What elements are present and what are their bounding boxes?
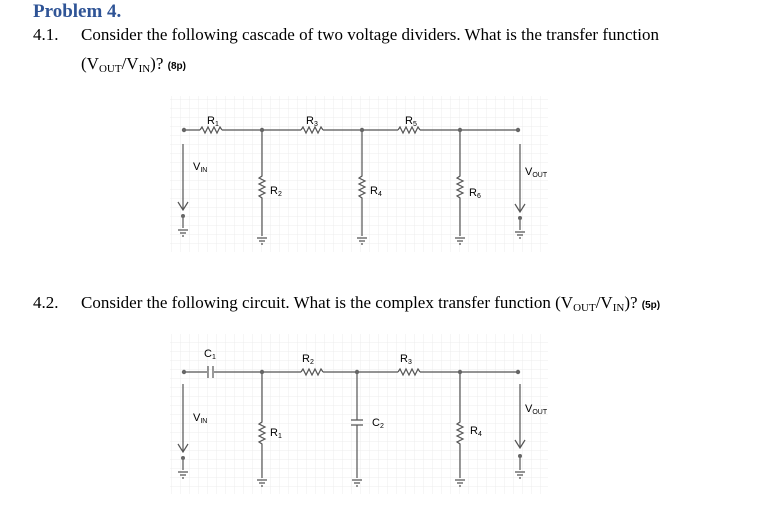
circuit-2-node-in <box>182 370 186 374</box>
circuit-2-label-vout: VOUT <box>525 403 548 416</box>
question-4-2-text: Consider the following circuit. What is the complex transfer function $(V_{OUT}/V_{IN})$? (5p) <box>81 293 661 314</box>
circuit-1-node-in-gnd <box>181 214 185 218</box>
question-4-1-text: Consider the following cascade of two voltage dividers. What is the transfer function <box>81 25 659 44</box>
circuit-1-node-a <box>260 128 264 132</box>
question-4-2-number: 4.2. <box>33 293 59 312</box>
circuit-2-node-out-gnd <box>518 454 522 458</box>
circuit-1-node-b <box>360 128 364 132</box>
circuit-1-label-r1: R1 <box>207 115 219 128</box>
question-4-1-points: (8p) <box>167 61 186 72</box>
circuit-2-node-c <box>458 370 462 374</box>
circuit-1-voltage-divider-cascade <box>170 96 548 252</box>
circuit-1-label-r5: R5 <box>405 115 417 128</box>
circuit-1-node-out-gnd <box>518 216 522 220</box>
circuit-1-node-in <box>182 128 186 132</box>
question-4-2-points: (5p) <box>641 300 661 311</box>
circuit-1-label-r3: R3 <box>306 115 318 128</box>
circuit-1-label-r6: R6 <box>469 187 481 200</box>
circuit-1-node-out <box>516 128 520 132</box>
question-4-1-transfer-function: $(V_{OUT}/V_{IN})$? (8p) <box>81 54 186 75</box>
circuit-2-rc-network <box>170 334 548 494</box>
circuit-2-label-r3: R3 <box>400 353 412 366</box>
circuit-2-label-c1: C1 <box>204 348 216 361</box>
circuit-1-grid-background <box>170 96 548 252</box>
circuit-1-label-vout: VOUT <box>525 166 548 179</box>
circuit-2-label-r2: R2 <box>302 353 314 366</box>
circuit-2-node-b <box>355 370 359 374</box>
question-4-1-number: 4.1. <box>33 25 59 44</box>
problem-title: Problem 4. <box>33 1 122 22</box>
circuit-1-node-c <box>458 128 462 132</box>
circuit-2-label-r4: R4 <box>470 425 482 438</box>
circuit-2-node-a <box>260 370 264 374</box>
circuit-1-label-r2: R2 <box>270 185 282 198</box>
circuit-2-label-vin: VIN <box>193 412 208 425</box>
circuit-2-label-r1: R1 <box>270 427 282 440</box>
circuit-1-label-vin: VIN <box>193 161 208 174</box>
circuit-2-node-out <box>516 370 520 374</box>
circuit-1-label-r4: R4 <box>370 185 382 198</box>
circuit-2-label-c2: C2 <box>372 417 384 430</box>
circuit-2-node-in-gnd <box>181 456 185 460</box>
circuit-2-grid-background <box>170 334 548 494</box>
